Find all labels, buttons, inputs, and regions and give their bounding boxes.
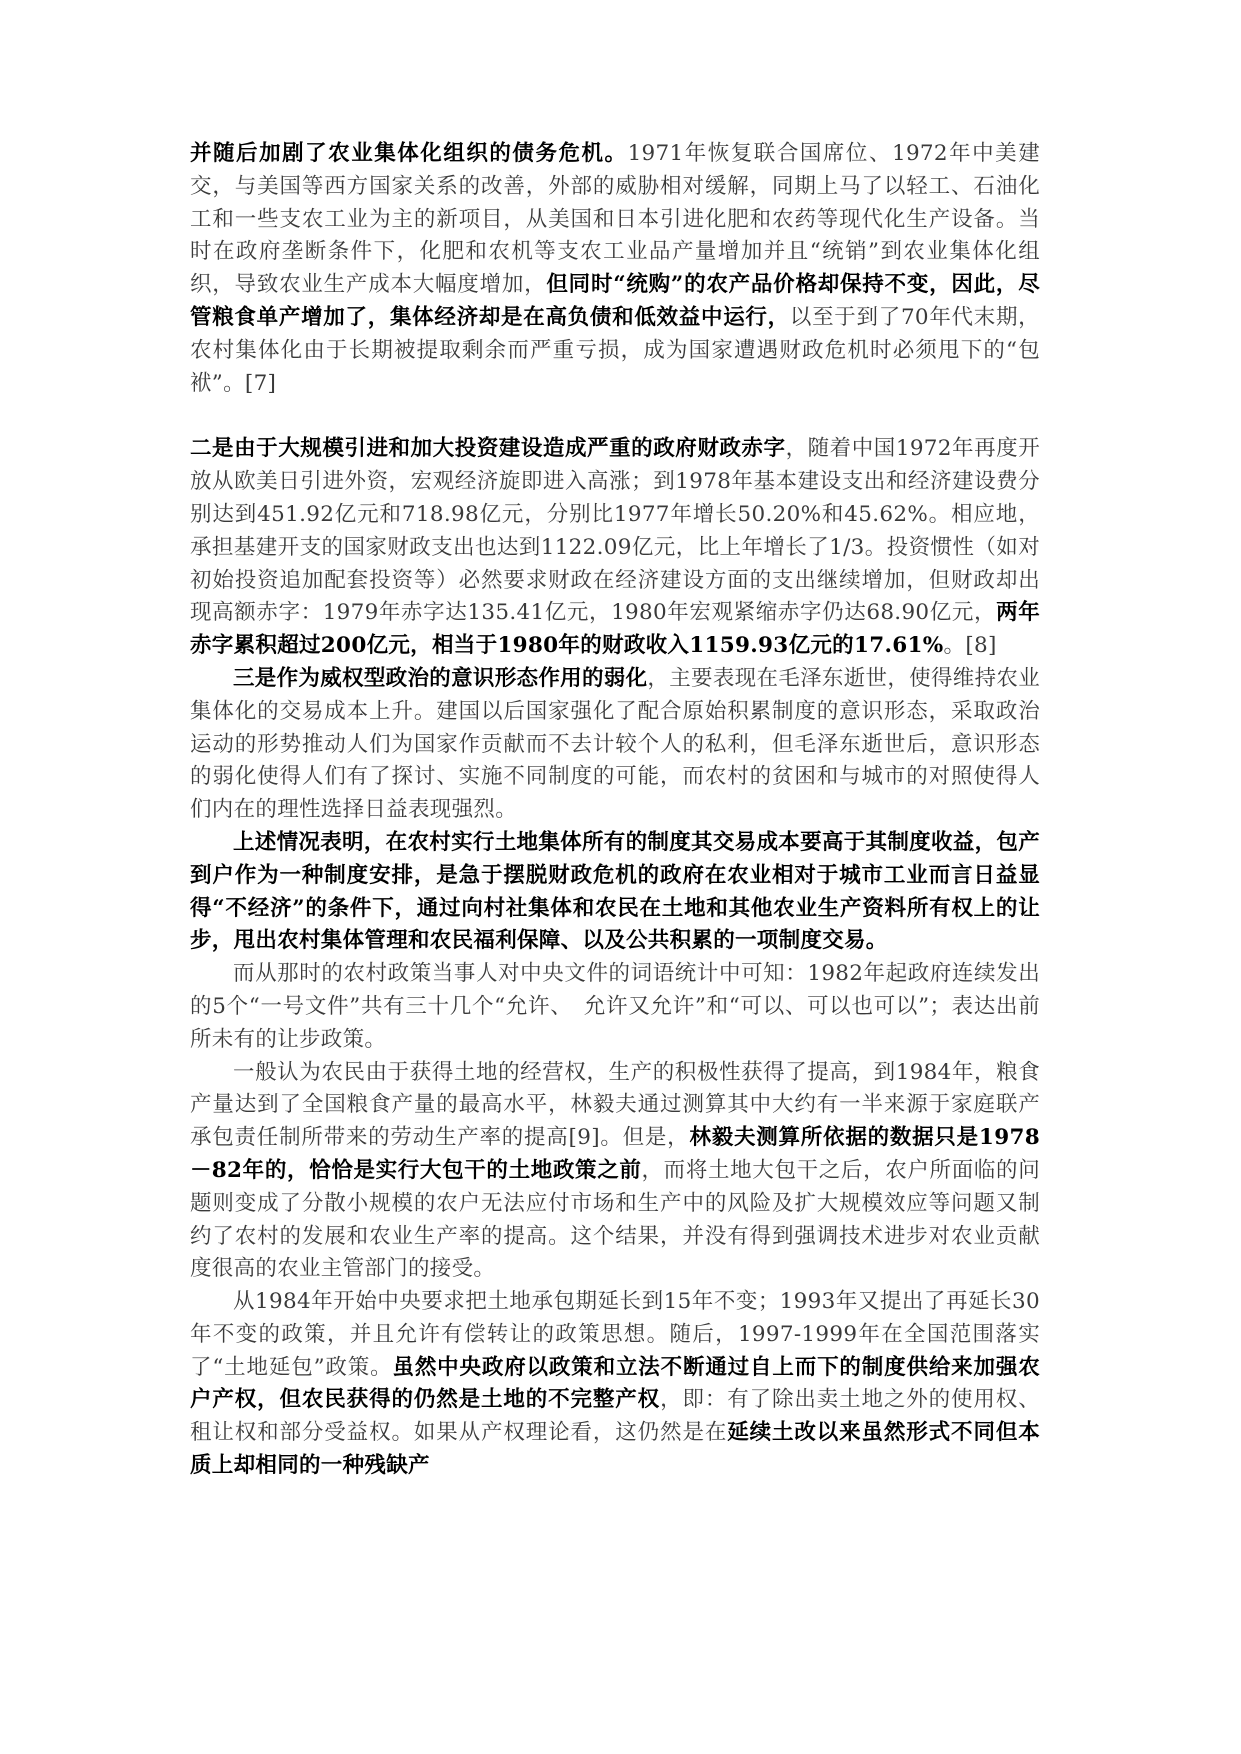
paragraph-policy-documents (190, 958, 1040, 1056)
bold-phrase: 延续土改以来虽然形式不同但本质上却相同的一种残缺产 (190, 1420, 1041, 1479)
bold-phrase: 二是由于大规模引进和加大投资建设造成严重的政府财政赤字 (190, 436, 786, 462)
text-run: ，随着中国1972年再度开放从欧美日引进外资，宏观经济旋即进入高涨；到1978年基本建设支出和经济建设费分别达到451.92亿元和718.98亿元，分别比1977年增长50.20%和45.62%。相应地，承担基建开支的国家财政支出也达到1122.09亿元，比上年增长了1/3。投资惯性（如对初始投资追加配套投资等）必然要求财政在经济建设方面的支出继续增加，但财政却出现高额赤字：1979年赤字达135.41亿元，1980年宏观紧缩赤字仍达68.90亿元， (190, 436, 1040, 626)
paragraph-fiscal-deficit (190, 433, 1040, 663)
bold-phrase: 但同时“统购”的农产品价格却保持不变，因此，尽管粮食单产增加了，集体经济却是在高负债和低效益中运行， (190, 272, 1040, 330)
bold-phrase: 虽然中央政府以政策和立法不断通过自上而下的制度供给来加强农户产权，但农民获得的仍然是土地的不完整产权 (190, 1354, 1041, 1413)
paragraph-conclusion (190, 827, 1040, 958)
text-run: ，而将土地大包干之后，农户所面临的问题则变成了分散小规模的农户无法应付市场和生产中的风险及扩大规模效应等问题又制约了农村的发展和农业生产率的提高。这个结果，并没有得到强调技术进步对农业贡献度很高的农业主管部门的接受。 (190, 1157, 1040, 1282)
text-run: ，主要表现在毛泽东逝世，使得维持农业集体化的交易成本上升。建国以后国家强化了配合原始积累制度的意识形态，采取政治运动的形势推动人们为国家作贡献而不去计较个人的私利，但毛泽东逝世后，意识形态的弱化使得人们有了探讨、实施不同制度的可能，而农村的贫困和与城市的对照使得人们内在的理性选择日益表现强烈。 (190, 665, 1041, 823)
text-run: 。[8] (943, 633, 997, 659)
text-run: 而从那时的农村政策当事人对中央文件的词语统计中可知：1982年起政府连续发出的5个“一号文件”共有三十几个“允许、 允许又允许”和“可以、可以也可以”；表达出前所未有的让步政策。 (190, 961, 1040, 1052)
text-run: ，即：有了除出卖土地之外的使用权、租让权和部分受益权。如果从产权理论看，这仍然是在 (190, 1387, 1040, 1446)
text-run: 从1984年开始中央要求把土地承包期延长到15年不变；1993年又提出了再延长30年不变的政策，并且允许有偿转让的政策思想。随后，1997-1999年在全国范围落实了“土地延包”政策。 (190, 1289, 1040, 1380)
bold-phrase: 两年赤字累积超过200亿元，相当于1980年的财政收入1159.93亿元的17.61% (190, 600, 1040, 659)
bold-phrase: 林毅夫测算所依据的数据只是1978－82年的，恰恰是实行大包干的土地政策之前 (190, 1125, 1040, 1183)
text-run: 以至于到了70年代末期，农村集体化由于长期被提取剩余而严重亏损，成为国家遭遇财政危机时必须甩下的“包袱”。[7] (190, 304, 1040, 396)
paragraph-debt-crisis (190, 138, 1040, 400)
paragraph-ideology (190, 663, 1040, 827)
paragraph-productivity (190, 1057, 1040, 1287)
document-page (190, 138, 1040, 1483)
bold-phrase: 上述情况表明，在农村实行土地集体所有的制度其交易成本要高于其制度收益，包产到户作为一种制度安排，是急于摆脱财政危机的政府在农业相对于城市工业而言日益显得“不经济”的条件下，通过向村社集体和农民在土地和其他农业生产资料所有权上的让步，甩出农村集体管理和农民福利保障、以及公共积累的一项制度交易。 (190, 829, 1040, 954)
text-run: 一般认为农民由于获得土地的经营权，生产的积极性获得了提高，到1984年，粮食产量达到了全国粮食产量的最高水平，林毅夫通过测算其中大约有一半来源于家庭联产承包责任制所带来的劳动生产率的提高[9]。但是， (190, 1059, 1040, 1151)
bold-phrase: 并随后加剧了农业集体化组织的债务危机。 (190, 141, 628, 166)
bold-phrase: 三是作为威权型政治的意识形态作用的弱化 (233, 665, 648, 691)
paragraph-land-tenure (190, 1286, 1040, 1483)
text-run: 1971年恢复联合国席位、1972年中美建交，与美国等西方国家关系的改善，外部的威胁相对缓解，同期上马了以轻工、石油化工和一些支农工业为主的新项目，从美国和日本引进化肥和农药等现代化生产设备。当时在政府垄断条件下，化肥和农机等支农工业品产量增加并且“统销”到农业集体化组织，导致农业生产成本大幅度增加， (190, 141, 1041, 298)
